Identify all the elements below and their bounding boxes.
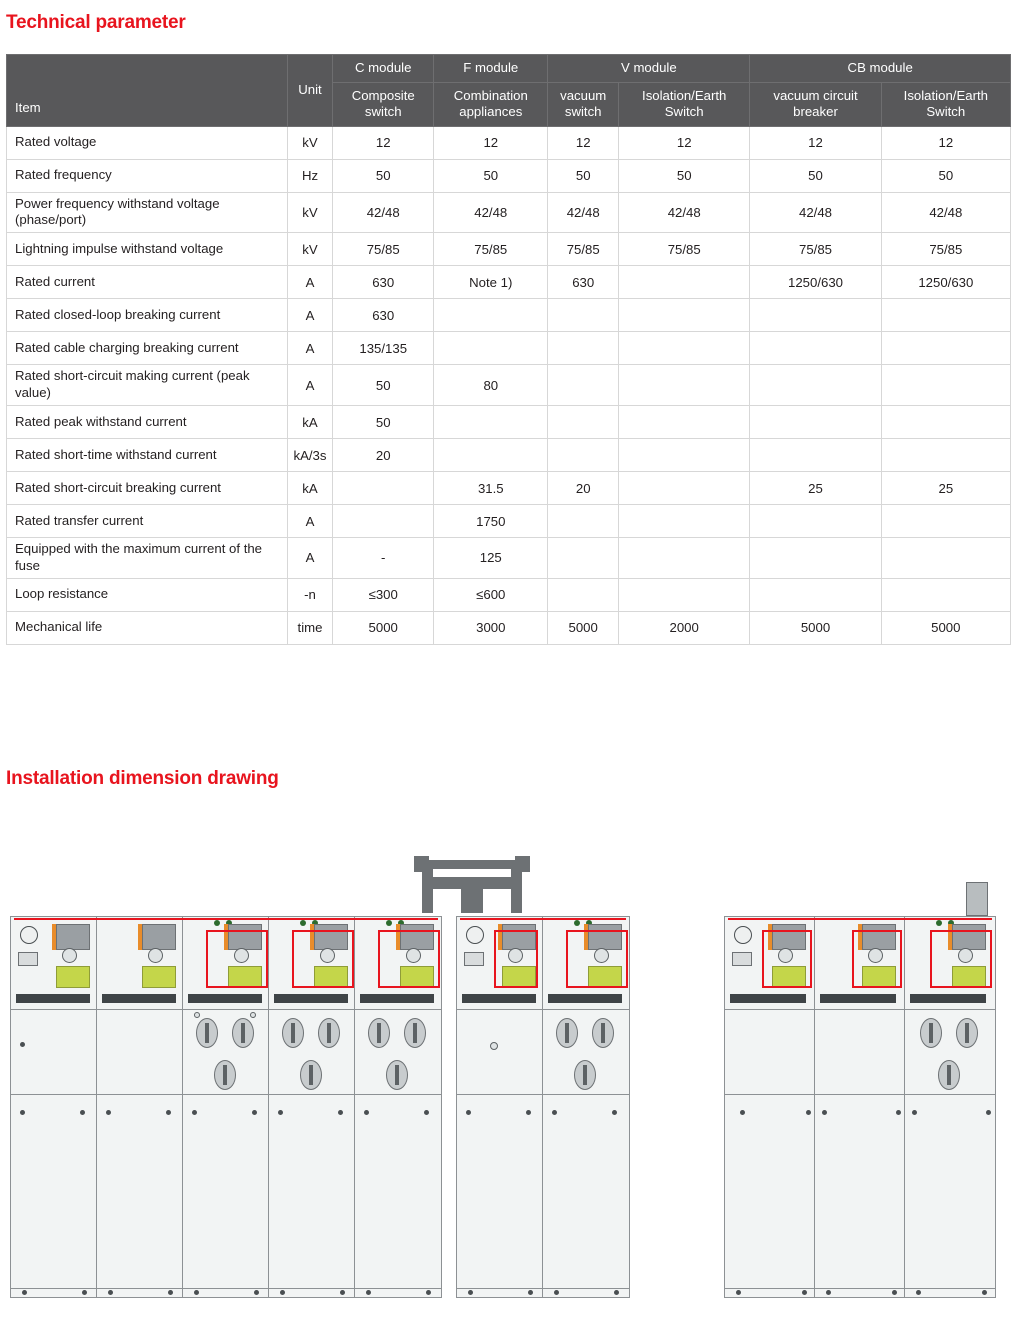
cell-v1: 50 bbox=[548, 159, 619, 192]
column-header-composite-switch: Composite switch bbox=[333, 82, 434, 126]
cell-item: Mechanical life bbox=[7, 611, 288, 644]
cell-unit: A bbox=[287, 332, 332, 365]
cell-v2: 2000 bbox=[619, 611, 750, 644]
cell-cb1: 75/85 bbox=[750, 233, 881, 266]
cell-v1: 630 bbox=[548, 266, 619, 299]
cell-unit: kV bbox=[287, 126, 332, 159]
cell-cb2 bbox=[881, 538, 1010, 579]
group-header-f-module: F module bbox=[434, 55, 548, 83]
table-row bbox=[7, 233, 1011, 266]
cell-cb1: 42/48 bbox=[750, 192, 881, 233]
cell-item: Rated current bbox=[7, 266, 288, 299]
cell-cb1: 5000 bbox=[750, 611, 881, 644]
cell-cb2: 1250/630 bbox=[881, 266, 1010, 299]
cell-v1: 42/48 bbox=[548, 192, 619, 233]
cell-item: Rated peak withstand current bbox=[7, 406, 288, 439]
cell-c: 42/48 bbox=[333, 192, 434, 233]
cell-item: Rated short-circuit breaking current bbox=[7, 472, 288, 505]
cell-unit: kV bbox=[287, 233, 332, 266]
cell-unit: kA bbox=[287, 472, 332, 505]
table-row bbox=[7, 611, 1011, 644]
cell-cb1 bbox=[750, 505, 881, 538]
table-group-header-row bbox=[7, 55, 1011, 83]
cell-c bbox=[333, 505, 434, 538]
cell-unit: A bbox=[287, 538, 332, 579]
table-row bbox=[7, 439, 1011, 472]
installation-dimension-drawing bbox=[0, 820, 1017, 1310]
cell-v1: 20 bbox=[548, 472, 619, 505]
cell-cb2: 42/48 bbox=[881, 192, 1010, 233]
cell-f bbox=[434, 406, 548, 439]
cell-f bbox=[434, 439, 548, 472]
cell-f bbox=[434, 299, 548, 332]
table-header bbox=[7, 55, 1011, 127]
cell-cb2: 5000 bbox=[881, 611, 1010, 644]
cell-item: Rated transfer current bbox=[7, 505, 288, 538]
cell-v1: 12 bbox=[548, 126, 619, 159]
cell-v1 bbox=[548, 505, 619, 538]
cell-cb2 bbox=[881, 332, 1010, 365]
page-title-technical-parameter: Technical parameter bbox=[6, 12, 186, 33]
cell-item: Equipped with the maximum current of the fuse bbox=[7, 538, 288, 579]
cell-f bbox=[434, 332, 548, 365]
cell-cb1 bbox=[750, 538, 881, 579]
cell-v2 bbox=[619, 439, 750, 472]
cell-c: - bbox=[333, 538, 434, 579]
cell-cb1: 1250/630 bbox=[750, 266, 881, 299]
table-row bbox=[7, 505, 1011, 538]
cell-item: Rated closed-loop breaking current bbox=[7, 299, 288, 332]
cell-f: 3000 bbox=[434, 611, 548, 644]
cell-cb2 bbox=[881, 578, 1010, 611]
cell-cb2: 25 bbox=[881, 472, 1010, 505]
cell-v2 bbox=[619, 578, 750, 611]
cell-cb1 bbox=[750, 406, 881, 439]
cell-c: 50 bbox=[333, 365, 434, 406]
cell-c: 630 bbox=[333, 299, 434, 332]
column-header-isolation-earth-switch-cb: Isolation/Earth Switch bbox=[881, 82, 1010, 126]
cell-unit: time bbox=[287, 611, 332, 644]
cell-cb1: 12 bbox=[750, 126, 881, 159]
cell-f: 12 bbox=[434, 126, 548, 159]
cell-v1 bbox=[548, 299, 619, 332]
cell-cb1: 25 bbox=[750, 472, 881, 505]
column-header-item: Item bbox=[7, 55, 288, 127]
column-header-vacuum-switch: vacuum switch bbox=[548, 82, 619, 126]
cell-v2 bbox=[619, 538, 750, 579]
cell-cb2 bbox=[881, 439, 1010, 472]
cell-item: Loop resistance bbox=[7, 578, 288, 611]
table-row bbox=[7, 578, 1011, 611]
cell-f: 125 bbox=[434, 538, 548, 579]
cell-c: 50 bbox=[333, 159, 434, 192]
table-row bbox=[7, 472, 1011, 505]
cell-item: Rated short-time withstand current bbox=[7, 439, 288, 472]
table-row bbox=[7, 126, 1011, 159]
cell-f: 42/48 bbox=[434, 192, 548, 233]
table-body bbox=[7, 126, 1011, 644]
cell-cb2 bbox=[881, 406, 1010, 439]
cell-v2 bbox=[619, 472, 750, 505]
cell-v2: 12 bbox=[619, 126, 750, 159]
group-header-c-module: C module bbox=[333, 55, 434, 83]
cell-c: ≤300 bbox=[333, 578, 434, 611]
cell-cb1 bbox=[750, 365, 881, 406]
cell-c: 135/135 bbox=[333, 332, 434, 365]
cell-cb1 bbox=[750, 439, 881, 472]
cell-cb2 bbox=[881, 365, 1010, 406]
table-row bbox=[7, 192, 1011, 233]
table-row bbox=[7, 365, 1011, 406]
cell-unit: Hz bbox=[287, 159, 332, 192]
cell-v2: 75/85 bbox=[619, 233, 750, 266]
table-row bbox=[7, 406, 1011, 439]
table-row bbox=[7, 299, 1011, 332]
cell-v2 bbox=[619, 266, 750, 299]
cell-unit: A bbox=[287, 505, 332, 538]
technical-parameter-table bbox=[6, 54, 1011, 645]
cell-item: Rated frequency bbox=[7, 159, 288, 192]
column-header-vacuum-circuit-breaker: vacuum circuit breaker bbox=[750, 82, 881, 126]
cell-v1 bbox=[548, 365, 619, 406]
group-header-v-module: V module bbox=[548, 55, 750, 83]
cell-cb2: 75/85 bbox=[881, 233, 1010, 266]
cell-f: 75/85 bbox=[434, 233, 548, 266]
cell-cb2 bbox=[881, 505, 1010, 538]
table-row bbox=[7, 332, 1011, 365]
page-title-installation-dimension-drawing: Installation dimension drawing bbox=[6, 768, 279, 789]
cell-c: 12 bbox=[333, 126, 434, 159]
cell-v1: 75/85 bbox=[548, 233, 619, 266]
cell-cb1 bbox=[750, 332, 881, 365]
cell-f: 50 bbox=[434, 159, 548, 192]
cell-unit: kA/3s bbox=[287, 439, 332, 472]
cell-f: 80 bbox=[434, 365, 548, 406]
cell-item: Rated voltage bbox=[7, 126, 288, 159]
column-header-combination-appliances: Combination appliances bbox=[434, 82, 548, 126]
cell-v1 bbox=[548, 538, 619, 579]
cell-c: 5000 bbox=[333, 611, 434, 644]
table-row bbox=[7, 538, 1011, 579]
column-header-isolation-earth-switch-v: Isolation/Earth Switch bbox=[619, 82, 750, 126]
cell-item: Rated cable charging breaking current bbox=[7, 332, 288, 365]
cell-unit: -n bbox=[287, 578, 332, 611]
cell-f: ≤600 bbox=[434, 578, 548, 611]
cell-cb1 bbox=[750, 578, 881, 611]
cell-unit: A bbox=[287, 266, 332, 299]
cell-item: Rated short-circuit making current (peak value) bbox=[7, 365, 288, 406]
cell-v1 bbox=[548, 439, 619, 472]
group-header-cb-module: CB module bbox=[750, 55, 1011, 83]
cell-v1 bbox=[548, 578, 619, 611]
table-row bbox=[7, 159, 1011, 192]
cell-cb2: 50 bbox=[881, 159, 1010, 192]
cell-cb1 bbox=[750, 299, 881, 332]
cell-c: 20 bbox=[333, 439, 434, 472]
cell-unit: A bbox=[287, 299, 332, 332]
cell-v1 bbox=[548, 406, 619, 439]
cell-unit: A bbox=[287, 365, 332, 406]
cell-f: 1750 bbox=[434, 505, 548, 538]
cell-unit: kA bbox=[287, 406, 332, 439]
cell-cb1: 50 bbox=[750, 159, 881, 192]
cell-v2 bbox=[619, 365, 750, 406]
cell-cb2: 12 bbox=[881, 126, 1010, 159]
cell-c bbox=[333, 472, 434, 505]
cell-cb2 bbox=[881, 299, 1010, 332]
cell-f: 31.5 bbox=[434, 472, 548, 505]
cell-f: Note 1) bbox=[434, 266, 548, 299]
cell-v2 bbox=[619, 332, 750, 365]
cell-unit: kV bbox=[287, 192, 332, 233]
column-header-unit: Unit bbox=[287, 55, 332, 127]
table-row bbox=[7, 266, 1011, 299]
cell-v2 bbox=[619, 406, 750, 439]
cell-c: 630 bbox=[333, 266, 434, 299]
cell-c: 50 bbox=[333, 406, 434, 439]
cell-c: 75/85 bbox=[333, 233, 434, 266]
cell-item: Lightning impulse withstand voltage bbox=[7, 233, 288, 266]
cell-item: Power frequency withstand voltage (phase/port) bbox=[7, 192, 288, 233]
cell-v1: 5000 bbox=[548, 611, 619, 644]
cell-v2: 42/48 bbox=[619, 192, 750, 233]
cell-v1 bbox=[548, 332, 619, 365]
cell-v2: 50 bbox=[619, 159, 750, 192]
cell-v2 bbox=[619, 299, 750, 332]
cell-v2 bbox=[619, 505, 750, 538]
